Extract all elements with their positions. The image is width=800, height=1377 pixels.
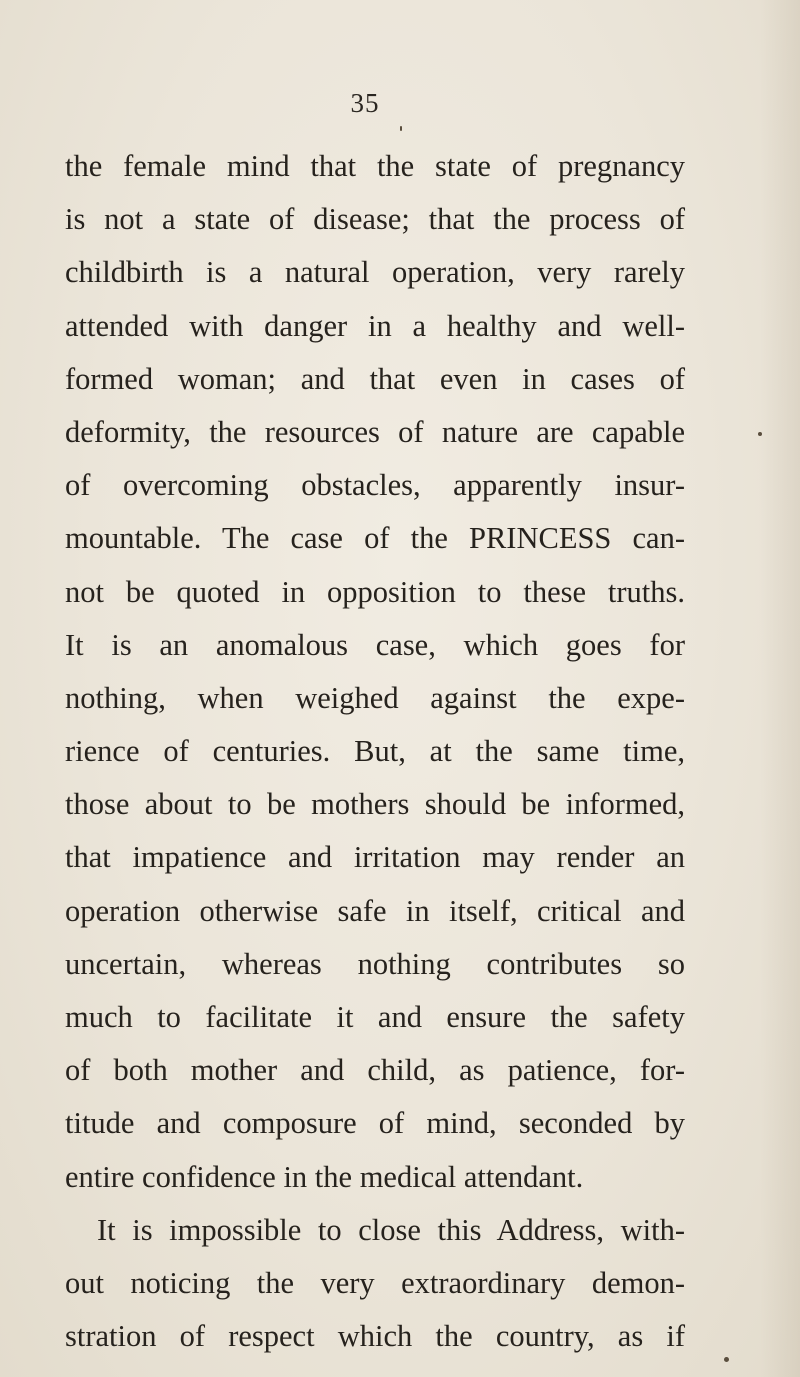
text-line: uncertain, whereas nothing contributes so (65, 946, 685, 981)
text-line: out noticing the very extraordinary demon- (65, 1265, 685, 1300)
text-line-paragraph-start: It is impossible to close this Address, with- (97, 1212, 685, 1247)
text-line: much to facilitate it and ensure the safety (65, 1000, 685, 1034)
text-line: childbirth is a natural operation, very rarely (65, 255, 685, 290)
page-edge-shadow (760, 0, 800, 1377)
text-line: deformity, the resources of nature are capable (65, 414, 685, 449)
text-line: rience of centuries. But, at the same time, (65, 734, 685, 769)
text-line: mountable. The case of the PRINCESS can- (65, 521, 685, 556)
text-line: not be quoted in opposition to these truths. (65, 574, 685, 609)
text-line: stration of respect which the country, as if (65, 1319, 685, 1354)
text-line: those about to be mothers should be informed, (65, 787, 685, 822)
paper-speck (400, 126, 402, 131)
text-line: of both mother and child, as patience, for- (65, 1053, 685, 1088)
text-line: formed woman; and that even in cases of (65, 361, 685, 396)
paper-speck (724, 1357, 729, 1362)
text-line: the female mind that the state of pregnancy (65, 149, 685, 183)
text-line: nothing, when weighed against the expe- (65, 680, 685, 715)
text-line: that impatience and irritation may render an (65, 840, 685, 875)
text-line-paragraph-end: entire confidence in the medical attendant. (65, 1159, 584, 1194)
paper-speck (758, 432, 762, 436)
text-line: operation otherwise safe in itself, critical and (65, 893, 685, 928)
text-line: is not a state of disease; that the process of (65, 202, 685, 237)
text-line: of overcoming obstacles, apparently insur- (65, 468, 685, 503)
body-text (65, 140, 685, 1363)
page-number: 35 (350, 88, 380, 118)
text-line: titude and composure of mind, seconded by (65, 1106, 685, 1141)
text-line: It is an anomalous case, which goes for (65, 627, 685, 662)
text-line: attended with danger in a healthy and well- (65, 308, 685, 343)
